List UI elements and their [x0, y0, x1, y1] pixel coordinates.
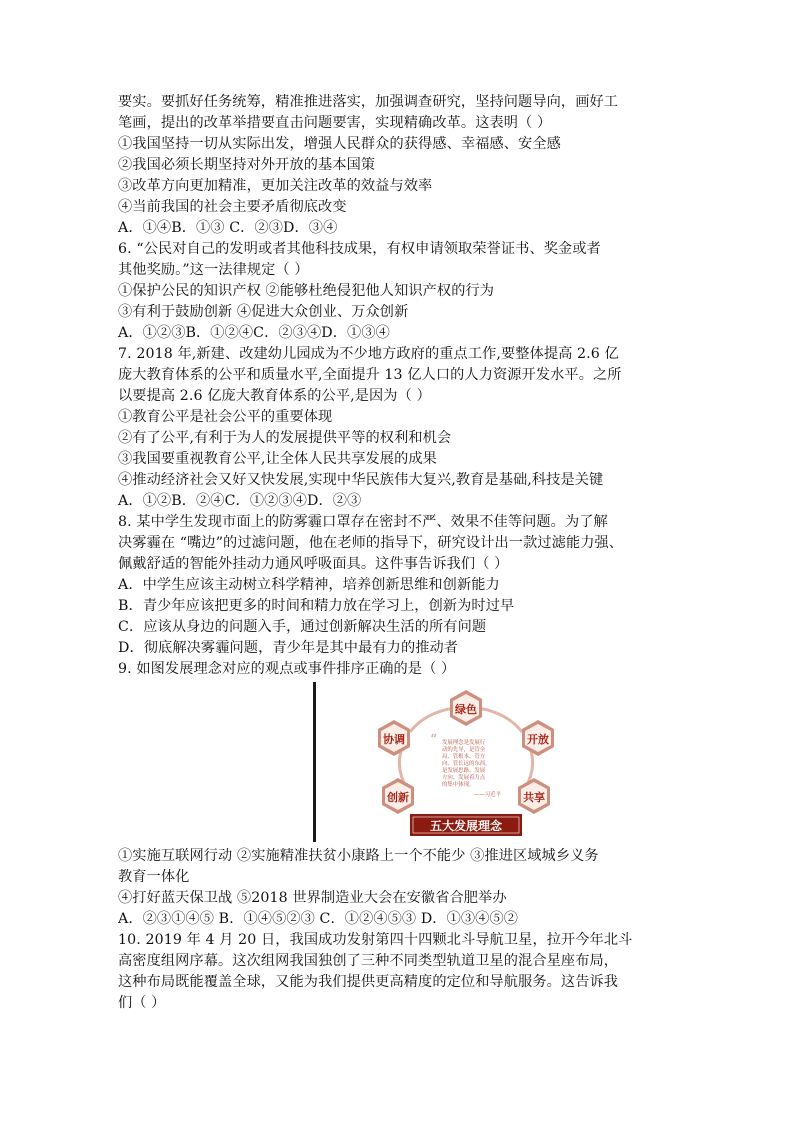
answer-choices: A．①②③B．①②④C．②③④D．①③④	[118, 325, 390, 341]
answer-choices: A．②③①④⑤ B．①④⑤②③ C．①②④⑤③ D．①③④⑤②	[118, 911, 519, 927]
svg-text:“: “	[430, 732, 438, 748]
hexagon-open	[522, 720, 554, 756]
banner-text: 五大发展理念	[429, 819, 503, 833]
text-line: 佩戴舒适的智能外挂动力通风呼吸面具。这件事告诉我们（ ）	[118, 556, 509, 572]
hexagon-coordinate	[378, 720, 410, 756]
option-line: ①实施互联网行动 ②实施精准扶贫小康路上一个不能少 ③推进区域城乡义务	[118, 848, 599, 864]
option-line: ②有了公平,有利于为人的发展提供平等的权利和机会	[118, 430, 452, 446]
question-6: 6. “公民对自己的发明或者其他科技成果，有权申请领取荣誉证书、奖金或者	[118, 241, 601, 257]
label-green: 绿色	[455, 703, 477, 716]
option-line: D．彻底解决雾霾问题，青少年是其中最有力的推动者	[118, 640, 459, 656]
option-line: ④推动经济社会又好又快发展,实现中华民族伟大复兴,教育是基础,科技是关键	[118, 472, 604, 488]
quote-line: 局、管根本、管方	[442, 754, 486, 760]
option-line: ④当前我国的社会主要矛盾彻底改变	[118, 199, 347, 215]
text-line: 这种布局既能覆盖全球，又能为我们提供更高精度的定位和导航服务。这告诉我	[118, 974, 619, 990]
title-banner	[410, 814, 522, 836]
quote-line: 方向、发展着力点	[442, 775, 486, 781]
option-line: ①保护公民的知识产权 ②能够杜绝侵犯他人知识产权的行为	[118, 283, 495, 299]
quote-line: 的集中体现。	[442, 782, 475, 788]
text-line: 笔画，提出的改革举措要直击问题要害，实现精确改革。这表明（ ）	[118, 115, 552, 131]
option-line: ①教育公平是社会公平的重要体现	[118, 409, 333, 425]
option-line: ①我国坚持一切从实际出发，增强人民群众的获得感、幸福感、安全感	[118, 136, 561, 152]
label-open: 开放	[527, 733, 549, 746]
quote-line: 是发展思路、发展	[442, 768, 486, 774]
text-line: 决雾霾在 “嘴边”的过滤问题，他在老师的指导下，研究设计出一款过滤能力强、	[118, 535, 624, 551]
option-line: ③我国要重视教育公平,让全体人民共享发展的成果	[118, 451, 437, 467]
option-line: ④打好蓝天保卫战 ⑤2018 世界制造业大会在安徽省合肥举办	[118, 890, 507, 906]
text-line: 以要提高 2.6 亿庞大教育体系的公平,是因为（ ）	[118, 388, 431, 404]
option-line: B．青少年应该把更多的时间和精力放在学习上，创新为时过早	[118, 598, 515, 614]
text-block-bottom	[118, 846, 690, 1014]
hexagon-green	[450, 690, 482, 726]
quote-author: ——习近平	[474, 792, 501, 798]
label-share: 共享	[523, 791, 545, 804]
option-line: A．中学生应该主动树立科学精神，培养创新思维和创新能力	[118, 577, 500, 593]
option-line: 教育一体化	[118, 869, 190, 885]
text-line: 其他奖励。”这一法律规定（ ）	[118, 262, 309, 278]
question-10: 10. 2019 年 4 月 20 日，我国成功发射第四十四颗北斗导航卫星，拉开今年北斗	[118, 932, 633, 948]
concept-diagram	[326, 686, 606, 842]
question-9: 9. 如图发展理念对应的观点或事件排序正确的是（ ）	[118, 661, 456, 677]
option-line: C．应该从身边的问题入手，通过创新解决生活的所有问题	[118, 619, 487, 635]
label-innovate: 创新	[387, 791, 409, 804]
answer-choices: A．①②B．②④C．①②③④D．②③	[118, 493, 362, 509]
question-8: 8. 某中学生发现市面上的防雾霾口罩存在密封不严、效果不佳等问题。为了解	[118, 514, 608, 530]
question-7: 7. 2018 年,新建、改建幼儿园成为不少地方政府的重点工作,要整体提高 2.6 亿	[118, 346, 619, 362]
quote-line: 向、管长远的东西，	[442, 761, 491, 767]
option-line: ③改革方向更加精准，更加关注改革的效益与效率	[118, 178, 433, 194]
quote-line: 动的先导，是管全	[442, 747, 486, 753]
five-development-concepts-figure	[118, 682, 690, 844]
center-quote	[430, 732, 502, 798]
option-line: ②我国必须长期坚持对外开放的基本国策	[118, 157, 376, 173]
text-line: 庞大教育体系的公平和质量水平,全面提升 13 亿人口的人力资源开发水平。之所	[118, 367, 622, 383]
hexagon-share	[518, 778, 550, 814]
text-line: 们（ ）	[118, 995, 166, 1011]
label-coordinate: 协调	[383, 733, 405, 746]
text-line: 高密度组网序幕。这次组网我国独创了三种不同类型轨道卫星的混合星座布局，	[118, 953, 619, 969]
document-page	[118, 92, 690, 1014]
option-line: ③有利于鼓励创新 ④促进大众创业、万众创新	[118, 304, 409, 320]
quote-line: 发展理念是发展行	[442, 740, 486, 746]
figure-divider-line	[313, 682, 316, 842]
text-line: 要实。要抓好任务统筹，精准推进落实，加强调查研究，坚持问题导向，画好工	[118, 94, 619, 110]
answer-choices: A．①④B．①③ C．②③D．③④	[118, 220, 338, 236]
hexagon-innovate	[382, 778, 414, 814]
text-block-top	[118, 92, 690, 680]
